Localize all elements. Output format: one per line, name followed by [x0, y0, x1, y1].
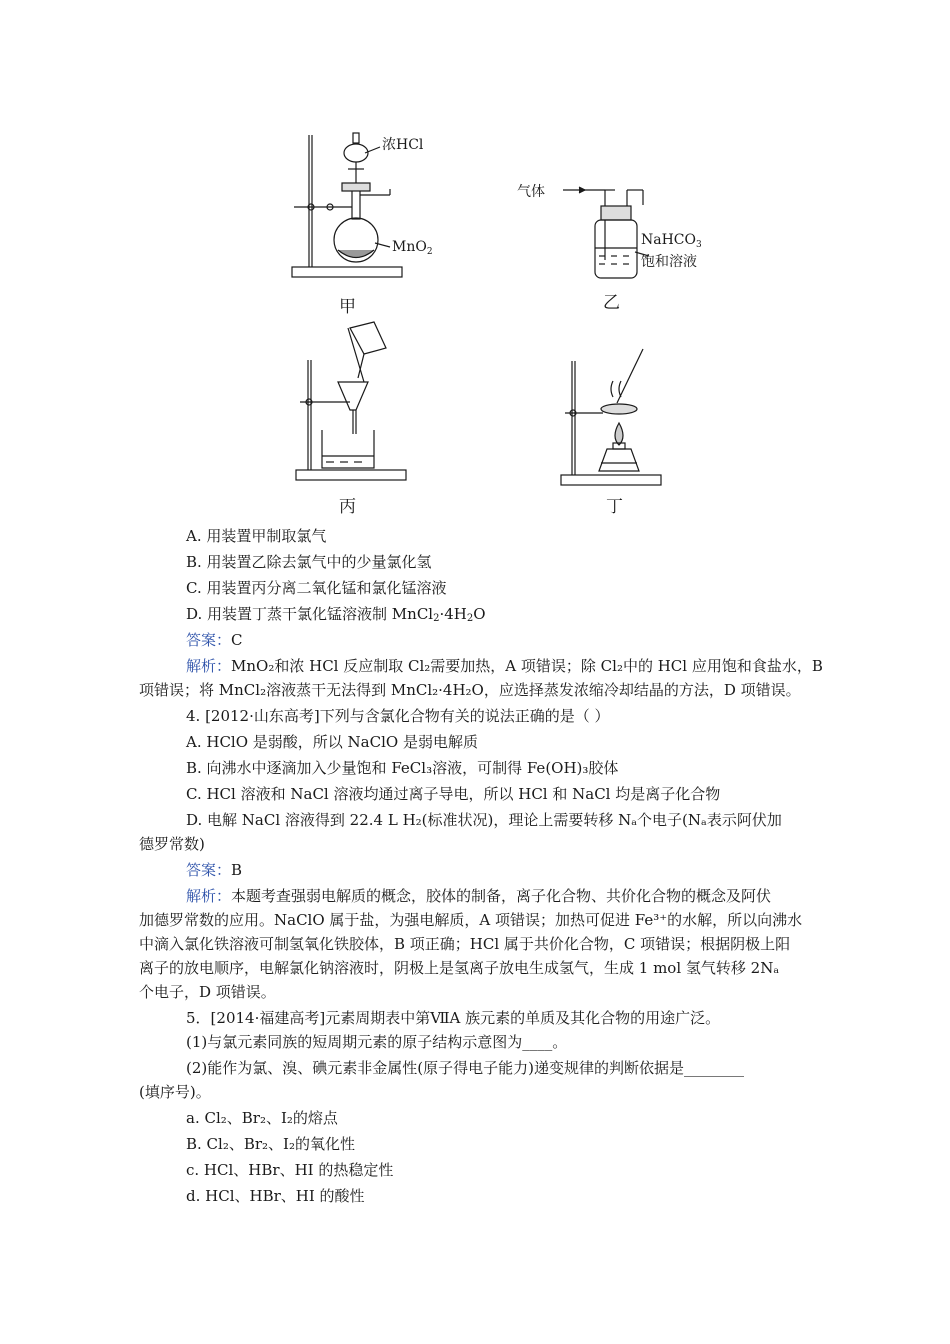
- caption-bing: 丙: [339, 497, 356, 517]
- label-conc-hcl: 浓HCl: [382, 137, 424, 153]
- label-mno2: MnO$_2$: [392, 239, 433, 257]
- q3-analysis-line-2: 项错误；将 MnCl₂溶液蒸干无法得到 MnCl₂·4H₂O，应选择蒸发浓缩冷却结晶的方法，D 项错误。: [139, 681, 801, 699]
- q4-analysis-line-2: 加德罗常数的应用。NaClO 属于盐，为强电解质，A 项错误；加热可促进 Fe³⁺的水解，所以向沸水: [139, 911, 803, 929]
- apparatus-jia-diagram: [280, 125, 440, 290]
- q3-analysis-line-1: 解析：MnO₂和浓 HCl 反应制取 Cl₂需要加热，A 项错误；除 Cl₂中的 HCl 应用饱和食盐水，B: [186, 657, 823, 675]
- label-gas: 气体: [517, 184, 545, 200]
- q3-answer: 答案：C: [186, 631, 243, 649]
- q4-option-d-line-1: D. 电解 NaCl 溶液得到 22.4 L H₂(标准状况)，理论上需要转移 Nₐ个电子(Nₐ表示阿伏加: [186, 811, 782, 829]
- q4-stem: 4. [2012·山东高考]下列与含氯化合物有关的说法正确的是（ ）: [186, 707, 610, 725]
- q5-stem: 5．[2014·福建高考]元素周期表中第ⅦA 族元素的单质及其化合物的用途广泛。: [186, 1009, 721, 1027]
- apparatus-yi-diagram: [515, 170, 725, 290]
- label-saturated-solution: 饱和溶液: [641, 254, 697, 270]
- q5-option-d: d. HCl、HBr、HI 的酸性: [186, 1187, 365, 1205]
- q4-answer: 答案：B: [186, 861, 243, 879]
- apparatus-bing-diagram: [290, 318, 420, 488]
- q4-analysis-line-4: 离子的放电顺序，电解氯化钠溶液时，阴极上是氢离子放电生成氢气，生成 1 mol 氢气转移 2Nₐ: [139, 959, 780, 977]
- q4-analysis-line-3: 中滴入氯化铁溶液可制氢氧化铁胶体，B 项正确；HCl 属于共价化合物，C 项错误；根据阴极上阳: [139, 935, 791, 953]
- q4-option-d-line-2: 德罗常数): [139, 835, 205, 853]
- q5-option-b: B. Cl₂、Br₂、I₂的氧化性: [186, 1135, 355, 1153]
- label-nahco3: NaHCO$_3$: [641, 232, 702, 250]
- q5-sub-1: (1)与氯元素同族的短周期元素的原子结构示意图为____。: [186, 1033, 568, 1051]
- q5-option-c: c. HCl、HBr、HI 的热稳定性: [186, 1161, 394, 1179]
- q4-option-a: A. HClO 是弱酸，所以 NaClO 是弱电解质: [186, 733, 478, 751]
- q3-option-a: A. 用装置甲制取氯气: [186, 527, 327, 545]
- q3-option-b: B. 用装置乙除去氯气中的少量氯化氢: [186, 553, 432, 571]
- q4-analysis-line-1: 解析：本题考查强弱电解质的概念，胶体的制备，离子化合物、共价化合物的概念及阿伏: [186, 887, 772, 905]
- q4-option-b: B. 向沸水中逐滴加入少量饱和 FeCl₃溶液，可制得 Fe(OH)₃胶体: [186, 759, 619, 777]
- q3-option-d: D. 用装置丁蒸干氯化锰溶液制 $MnCl_2\cdot 4H_2O$: [186, 605, 486, 624]
- q5-option-a: a. Cl₂、Br₂、I₂的熔点: [186, 1109, 338, 1127]
- q5-sub-2-line-2: (填序号)。: [139, 1083, 211, 1101]
- apparatus-ding-diagram: [555, 345, 675, 490]
- caption-ding: 丁: [606, 497, 623, 517]
- caption-yi: 乙: [603, 293, 620, 313]
- caption-jia: 甲: [339, 297, 356, 317]
- q4-analysis-line-5: 个电子，D 项错误。: [139, 983, 276, 1001]
- q3-option-c: C. 用装置丙分离二氧化锰和氯化锰溶液: [186, 579, 447, 597]
- q4-option-c: C. HCl 溶液和 NaCl 溶液均通过离子导电，所以 HCl 和 NaCl 均是离子化合物: [186, 785, 721, 803]
- q5-sub-2-line-1: (2)能作为氯、溴、碘元素非金属性(原子得电子能力)递变规律的判断依据是________: [186, 1059, 744, 1077]
